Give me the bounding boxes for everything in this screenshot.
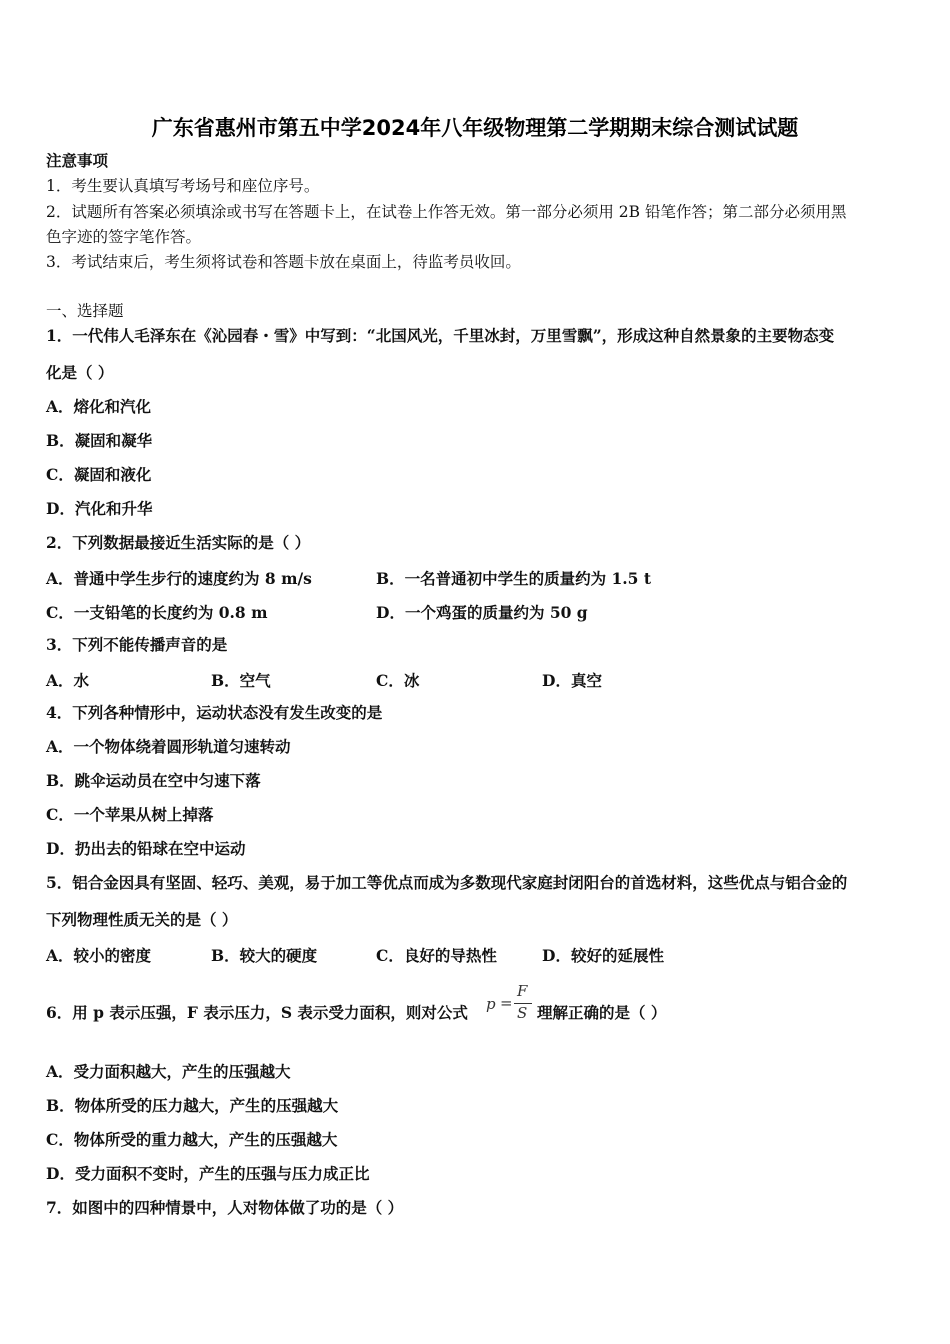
q1-option-b: B．凝固和凝华 bbox=[46, 431, 153, 450]
formula-numerator: F bbox=[517, 982, 528, 1000]
formula-p: p bbox=[486, 995, 496, 1013]
q2-options-row-2 bbox=[46, 601, 906, 621]
q2-option-b: B．一名普通初中学生的质量约为 1.5 t bbox=[376, 569, 652, 588]
q4-option-d: D．扔出去的铅球在空中运动 bbox=[46, 839, 246, 858]
q2-option-c: C．一支铅笔的长度约为 0.8 m bbox=[46, 603, 268, 622]
notice-item-2: 2．试题所有答案必须填涂或书写在答题卡上，在试卷上作答无效。第一部分必须用 2B 铅笔作答；第二部分必须用黑 bbox=[46, 203, 847, 221]
q7-stem: 7．如图中的四种情景中，人对物体做了功的是（ ） bbox=[46, 1198, 404, 1217]
page-title: 广东省惠州市第五中学2024年八年级物理第二学期期末综合测试试题 bbox=[151, 116, 799, 140]
q5-option-d: D．较好的延展性 bbox=[542, 946, 664, 965]
q2-option-d: D．一个鸡蛋的质量约为 50 g bbox=[376, 603, 588, 622]
q3-option-b: B．空气 bbox=[211, 671, 271, 690]
section-heading: 一、选择题 bbox=[46, 302, 124, 320]
q2-stem: 2．下列数据最接近生活实际的是（ ） bbox=[46, 533, 311, 552]
q1-option-d: D．汽化和升华 bbox=[46, 499, 153, 518]
q3-option-a: A．水 bbox=[46, 671, 90, 690]
notice-item-1: 1．考生要认真填写考场号和座位序号。 bbox=[46, 177, 320, 195]
q6-option-a: A．受力面积越大，产生的压强越大 bbox=[46, 1062, 291, 1081]
q6-stem-cont: 理解正确的是（ ） bbox=[537, 1003, 667, 1022]
q5-option-a: A．较小的密度 bbox=[46, 946, 152, 965]
q4-stem: 4．下列各种情形中，运动状态没有发生改变的是 bbox=[46, 703, 383, 722]
formula-denominator: S bbox=[517, 1004, 528, 1022]
q5-option-b: B．较大的硬度 bbox=[211, 946, 318, 965]
notice-item-3: 3．考试结束后，考生须将试卷和答题卡放在桌面上，待监考员收回。 bbox=[46, 253, 521, 271]
q5-option-c: C．良好的导热性 bbox=[376, 946, 497, 965]
notice-item-2-cont: 色字迹的签字笔作答。 bbox=[46, 228, 202, 246]
q5-stem: 5．铝合金因具有坚固、轻巧、美观，易于加工等优点而成为多数现代家庭封闭阳台的首选材料，这些优点与铝合金的 bbox=[46, 873, 848, 892]
q3-option-d: D．真空 bbox=[542, 671, 602, 690]
pressure-formula bbox=[484, 982, 536, 1028]
q2-option-a: A．普通中学生步行的速度约为 8 m/s bbox=[46, 569, 312, 588]
formula-equals: = bbox=[500, 994, 513, 1012]
q3-stem: 3．下列不能传播声音的是 bbox=[46, 635, 228, 654]
q5-stem-cont: 下列物理性质无关的是（ ） bbox=[46, 910, 238, 929]
q1-stem-cont: 化是（ ） bbox=[46, 363, 114, 382]
q6-option-c: C．物体所受的重力越大，产生的压强越大 bbox=[46, 1130, 338, 1149]
q2-options-row-1 bbox=[46, 567, 906, 587]
q3-options-row bbox=[46, 669, 906, 689]
q4-option-b: B．跳伞运动员在空中匀速下落 bbox=[46, 771, 261, 790]
q6-option-b: B．物体所受的压力越大，产生的压强越大 bbox=[46, 1096, 339, 1115]
notice-heading: 注意事项 bbox=[46, 151, 109, 170]
q3-option-c: C．冰 bbox=[376, 671, 420, 690]
q1-option-a: A．熔化和汽化 bbox=[46, 397, 152, 416]
q6-stem: 6．用 p 表示压强，F 表示压力，S 表示受力面积，则对公式 bbox=[46, 1003, 468, 1022]
q1-option-c: C．凝固和液化 bbox=[46, 465, 152, 484]
q5-options-row bbox=[46, 944, 906, 964]
q1-stem: 1．一代伟人毛泽东在《沁园春・雪》中写到：“北国风光，千里冰封，万里雪飘”，形成这种自然景象的主要物态变 bbox=[46, 326, 835, 345]
q4-option-a: A．一个物体绕着圆形轨道匀速转动 bbox=[46, 737, 291, 756]
q6-option-d: D．受力面积不变时，产生的压强与压力成正比 bbox=[46, 1164, 370, 1183]
q4-option-c: C．一个苹果从树上掉落 bbox=[46, 805, 214, 824]
